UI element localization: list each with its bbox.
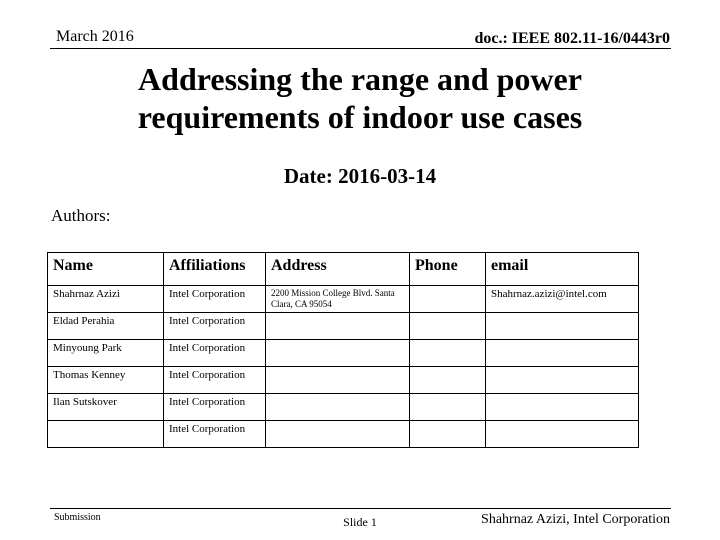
slide-title-line-1: Addressing the range and power: [138, 61, 582, 97]
table-row: [48, 340, 639, 367]
cell-name: Thomas Kenney: [48, 367, 164, 394]
cell-affiliation: Intel Corporation: [164, 421, 266, 448]
cell-affiliation: Intel Corporation: [164, 286, 266, 313]
authors-label: Authors:: [51, 206, 111, 225]
slide-date: Date: 2016-03-14: [283, 164, 437, 188]
cell-affiliation: Intel Corporation: [164, 313, 266, 340]
footer-submission: Submission: [54, 512, 101, 523]
cell-name: Eldad Perahia: [48, 313, 164, 340]
cell-name: Shahrnaz Azizi: [48, 286, 164, 313]
table-header-row: [48, 253, 639, 286]
slide-title: [0, 60, 720, 136]
col-header-name: Name: [48, 253, 164, 286]
cell-address: [266, 340, 410, 367]
cell-email: [486, 394, 639, 421]
footer-author: Shahrnaz Azizi, Intel Corporation: [481, 512, 670, 527]
cell-address: [266, 367, 410, 394]
header-doc-id: doc.: IEEE 802.11-16/0443r0: [474, 30, 670, 47]
cell-phone: [410, 421, 486, 448]
cell-affiliation: Intel Corporation: [164, 367, 266, 394]
footer-divider: [50, 508, 671, 509]
cell-address: [266, 394, 410, 421]
table-row: [48, 313, 639, 340]
col-header-phone: Phone: [410, 253, 486, 286]
cell-address: [266, 313, 410, 340]
table-row: [48, 421, 639, 448]
cell-phone: [410, 286, 486, 313]
col-header-affiliations: Affiliations: [164, 253, 266, 286]
cell-address: [266, 421, 410, 448]
slide-title-line-2: requirements of indoor use cases: [137, 99, 583, 135]
cell-name: [48, 421, 164, 448]
cell-email: [486, 340, 639, 367]
table-row: [48, 394, 639, 421]
footer-slide-number: Slide 1: [343, 515, 377, 529]
cell-phone: [410, 340, 486, 367]
cell-phone: [410, 313, 486, 340]
cell-name: Minyoung Park: [48, 340, 164, 367]
cell-email: [486, 421, 639, 448]
header-date: March 2016: [56, 28, 134, 45]
col-header-email: email: [486, 253, 639, 286]
cell-phone: [410, 367, 486, 394]
cell-email: [486, 367, 639, 394]
col-header-address: Address: [266, 253, 410, 286]
cell-affiliation: Intel Corporation: [164, 340, 266, 367]
cell-email: [486, 313, 639, 340]
cell-name: Ilan Sutskover: [48, 394, 164, 421]
table-row: [48, 286, 639, 313]
cell-phone: [410, 394, 486, 421]
authors-table: [47, 252, 639, 448]
cell-address: 2200 Mission College Blvd. Santa Clara, CA 95054: [266, 286, 410, 313]
header-divider: [50, 48, 671, 49]
table-row: [48, 367, 639, 394]
cell-email: Shahrnaz.azizi@intel.com: [486, 286, 639, 313]
cell-affiliation: Intel Corporation: [164, 394, 266, 421]
